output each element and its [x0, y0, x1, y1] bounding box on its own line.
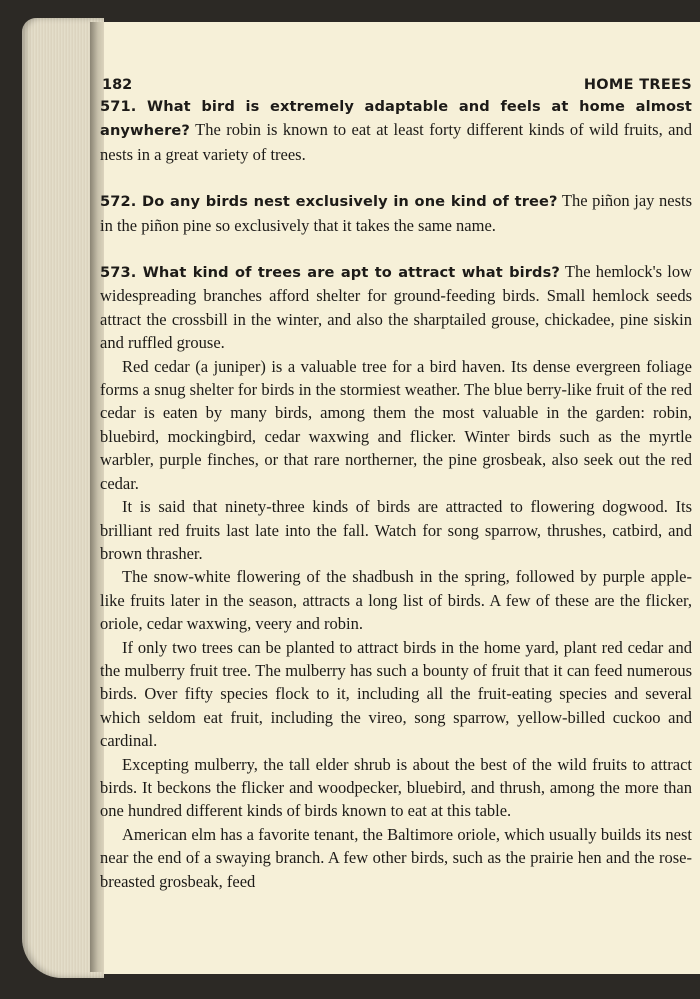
- paragraph-elder: Excepting mulberry, the tall elder shrub is about the best of the wild fruits to attract birds. It beckons the flicker and woodpecker, bluebird, and thrush, among the more than one hundred different kinds of birds known to eat at this table.: [100, 754, 692, 821]
- paragraph-elm: American elm has a favorite tenant, the Baltimore oriole, which usually builds its nest near the end of a swaying branch. A few other birds, such as the prairie hen and the rose-breasted grosbeak, feed: [100, 824, 692, 891]
- entry-573: [100, 260, 692, 355]
- paragraph-shadbush: The snow-white flowering of the shadbush in the spring, followed by purple apple-like fruits later in the season, attracts a long list of birds. A few of these are the flicker, oriole, cedar waxwing, veery and robin.: [100, 567, 692, 634]
- entry-571: [100, 94, 692, 166]
- paragraph-dogwood: It is said that ninety-three kinds of birds are attracted to flowering dogwood. Its brilliant red fruits last late into the fall. Watch for song sparrow, thrushes, catbird, and brown thrasher.: [100, 497, 692, 563]
- page-content: [100, 68, 692, 893]
- paragraph-mulberry: If only two trees can be planted to attract birds in the home yard, plant red cedar and the mulberry fruit tree. The mulberry has such a bounty of fruit that it can feed numerous birds. Over fifty species flock to it, including all the fruit-eating species and several which seldom eat fruit, including the vireo, song sparrow, yellow-billed cuckoo and cardinal.: [100, 637, 692, 751]
- answer-text: The hemlock's low widespreading branches afford shelter for ground-feeding birds. Small hemlock seeds attract the crossbill in the winter, and also the sharptailed grouse, chickadee, pine siskin and ruffled grouse.: [100, 262, 692, 353]
- question-text: 572. Do any birds nest exclusively in one kind of tree?: [100, 193, 558, 211]
- answer-text: The robin is known to eat at least forty different kinds of wild fruits, and nests in a great variety of trees.: [100, 120, 692, 164]
- question-text: 573. What kind of trees are apt to attract what birds?: [100, 264, 560, 282]
- answer-text: The piñon jay nests in the piñon pine so exclusively that it takes the same name.: [100, 191, 693, 235]
- entry-572: [100, 189, 692, 237]
- running-title: HOME TREES: [583, 77, 692, 93]
- paragraph-red-cedar: Red cedar (a juniper) is a valuable tree for a bird haven. Its dense evergreen foliage forms a snug shelter for birds in the stormiest weather. The blue berry-like fruit of the red cedar is eaten by many birds, among them the most valuable in the garden: robin, bluebird, mockingbird, cedar waxwing and flicker. Winter birds such as the myrtle warbler, purple finches, or that rare northerner, the pine grosbeak, also seek out the red cedar.: [100, 356, 692, 493]
- running-head: [100, 68, 692, 92]
- page-number: 182: [102, 77, 133, 93]
- question-text: 571. What bird is extremely adaptable and feels at home almost anywhere?: [100, 98, 692, 140]
